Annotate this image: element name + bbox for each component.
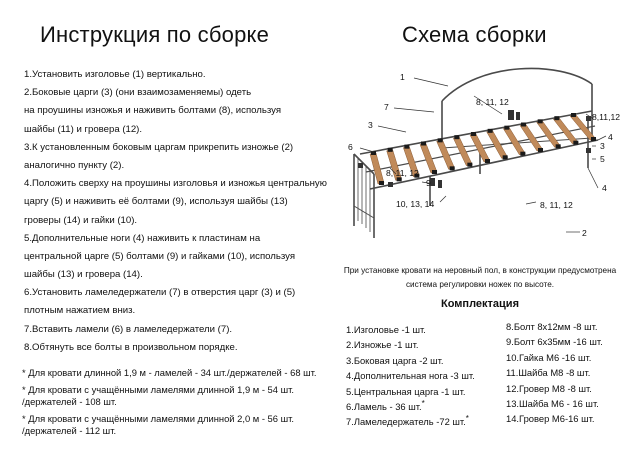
step-line: 1.Установить изголовье (1) вертикально. bbox=[24, 69, 206, 80]
leader-7 bbox=[394, 108, 434, 112]
note-line: /держателей - 108 шт. bbox=[22, 396, 117, 407]
kit-item-text: 3.Боковая царга -2 шт. bbox=[346, 354, 444, 366]
note-line: /держателей - 112 шт. bbox=[22, 425, 117, 436]
label-10-13-14: 10, 13, 14 bbox=[396, 199, 435, 209]
bolt-group-right-2 bbox=[586, 148, 591, 153]
kit-item bbox=[346, 411, 475, 426]
bolt-group-left-2 bbox=[388, 182, 393, 187]
note-line: * Для кровати с учащёнными ламелями длинной 2,0 м - 56 шт. bbox=[22, 412, 294, 424]
step-line: 4.Положить сверху на проушины изголовья и изножья центральную bbox=[24, 178, 327, 190]
label-6: 6 bbox=[348, 142, 353, 152]
slat-holder bbox=[503, 155, 508, 159]
step-line: царгу (5) и наживить её болтами (9), используя шайбы (13) bbox=[24, 196, 288, 208]
slat-holder bbox=[571, 113, 576, 117]
assembly-steps bbox=[24, 66, 327, 357]
note-line: * Для кровати длинной 1,9 м - ламелей - 34 шт./держателей - 68 шт. bbox=[22, 367, 317, 378]
slat-holder bbox=[521, 123, 526, 127]
label-3-right: 3 bbox=[600, 141, 605, 151]
slat-holder bbox=[467, 163, 472, 167]
step-line: гроверы (14) и гайки (10). bbox=[24, 214, 138, 226]
kit-item-text: 6.Ламель - 36 шт. bbox=[346, 401, 422, 413]
leader-6 bbox=[360, 148, 374, 152]
kit-list-left bbox=[346, 319, 475, 427]
slat-holder bbox=[388, 148, 393, 152]
step-line: 2.Боковые царги (3) (они взаимозаменяемы) одеть bbox=[24, 87, 252, 99]
slat-holder bbox=[454, 135, 459, 139]
leader-bottom-bolts bbox=[526, 202, 536, 204]
kit-item bbox=[346, 319, 475, 334]
kit-item bbox=[346, 381, 475, 396]
footboard-bottom-rail bbox=[354, 206, 374, 218]
bolt-group-top-2 bbox=[516, 112, 520, 120]
bolt-group-left bbox=[358, 163, 363, 168]
kit-item-footnote-mark: * bbox=[465, 414, 469, 424]
kit-title: Комплектация bbox=[441, 298, 519, 310]
headboard-top-rail bbox=[442, 68, 592, 101]
label-1: 1 bbox=[400, 72, 405, 82]
label-9: 9 bbox=[426, 178, 431, 188]
step-line: 6.Установить ламеледержатели (7) в отверстия царг (3) и (5) bbox=[24, 287, 296, 299]
slat-holder bbox=[404, 145, 409, 149]
kit-item bbox=[346, 365, 475, 380]
label-2: 2 bbox=[582, 228, 587, 238]
label-8-11-12-top: 8, 11, 12 bbox=[476, 97, 509, 107]
uneven-floor-note bbox=[330, 264, 630, 291]
slat-holder bbox=[438, 138, 443, 142]
slat-count-notes bbox=[22, 367, 322, 438]
step-line: шайбы (11) и гровера (12). bbox=[24, 123, 143, 135]
leader-1 bbox=[414, 78, 448, 86]
floor-note-line: система регулировки ножек по высоте. bbox=[405, 279, 555, 289]
kit-item bbox=[346, 350, 475, 365]
label-4-right: 4 bbox=[608, 132, 613, 142]
bolt-group-top bbox=[508, 110, 514, 120]
slat-holder bbox=[591, 137, 596, 141]
leader-4-bottom bbox=[588, 168, 598, 188]
slat-holder bbox=[421, 142, 426, 146]
label-5: 5 bbox=[600, 154, 605, 164]
instructions-title: Инструкция по сборке bbox=[40, 22, 270, 47]
step-line: 5.Дополнительные ноги (4) наживить к пластинам на bbox=[24, 232, 261, 244]
kit-item-footnote-mark: * bbox=[421, 398, 425, 408]
floor-note-line: При установке кровати на неровный пол, в конструкции предусмотрена bbox=[343, 266, 617, 275]
kit-item-text: 1.Изголовье -1 шт. bbox=[346, 324, 426, 336]
slat-holder bbox=[485, 159, 490, 163]
kit-item: 11.Шайба М8 -8 шт. bbox=[506, 367, 591, 379]
leader-4-right bbox=[598, 136, 606, 140]
note-line: * Для кровати с учащёнными ламелями длинной 1,9 м - 54 шт. bbox=[22, 383, 294, 395]
kit-list-right bbox=[506, 319, 603, 427]
diagram-title: Схема сборки bbox=[402, 22, 547, 47]
slat-holder bbox=[538, 148, 543, 152]
slat-holder bbox=[432, 170, 437, 174]
step-line: плотным нажатием вниз. bbox=[24, 305, 136, 317]
slat-holder bbox=[554, 116, 559, 120]
kit-item-text: 5.Центральная царга -1 шт. bbox=[346, 385, 466, 397]
slat-holder bbox=[450, 166, 455, 170]
slat-holder bbox=[538, 119, 543, 123]
kit-item-text: 7.Ламеледержатель -72 шт. bbox=[346, 416, 466, 428]
step-line: 7.Вставить ламели (6) в ламеледержатели (7). bbox=[24, 323, 233, 335]
leader-3 bbox=[378, 126, 406, 132]
slat-holder bbox=[471, 132, 476, 136]
step-line: 3.К установленным боковым царгам прикрепить изножье (2) bbox=[24, 141, 294, 153]
kit-item bbox=[346, 334, 475, 349]
slat-holder bbox=[379, 181, 384, 185]
label-7: 7 bbox=[384, 102, 389, 112]
kit-item: 14.Гровер М6-16 шт. bbox=[506, 413, 595, 425]
label-8-11-12-bottom: 8, 11, 12 bbox=[540, 200, 573, 210]
slat-holder bbox=[504, 126, 509, 130]
kit-item: 12.Гровер М8 -8 шт. bbox=[506, 382, 592, 394]
label-8-11-12-right: 8,11,12 bbox=[592, 112, 621, 122]
kit-item: 13.Шайба М6 - 16 шт. bbox=[506, 397, 599, 409]
label-4-bottom: 4 bbox=[602, 183, 607, 193]
step-line: шайбы (13) и гровера (14). bbox=[24, 269, 143, 281]
slat-holder bbox=[520, 152, 525, 156]
kit-item-text: 2.Изножье -1 шт. bbox=[346, 339, 419, 351]
slat-holder bbox=[573, 141, 578, 145]
label-8-11-12-left: 8, 11, 12 bbox=[386, 168, 419, 178]
assembly-diagram bbox=[330, 56, 630, 262]
slat bbox=[537, 121, 561, 147]
kit-item: 10.Гайка М6 -16 шт. bbox=[506, 351, 592, 363]
kit-item: 9.Болт 6х35мм -16 шт. bbox=[506, 336, 603, 348]
leader-10-13-14 bbox=[440, 196, 446, 202]
slat-holder bbox=[488, 129, 493, 133]
label-3: 3 bbox=[368, 120, 373, 130]
bolt-group-center-2 bbox=[438, 180, 442, 188]
kit-item bbox=[346, 396, 475, 411]
step-line: центральной царге (5) болтами (9) и гайками (10), используя bbox=[24, 250, 296, 262]
step-line: аналогично пункту (2). bbox=[24, 159, 125, 171]
slat-holder bbox=[556, 144, 561, 148]
kit-item-text: 4.Дополнительная нога -3 шт. bbox=[346, 370, 475, 382]
step-line: на проушины изножья и наживить болтами (8), используя bbox=[24, 105, 282, 117]
kit-item: 8.Болт 8х12мм -8 шт. bbox=[506, 321, 598, 332]
step-line: 8.Обтянуть все болты в произвольном порядке. bbox=[24, 341, 238, 353]
